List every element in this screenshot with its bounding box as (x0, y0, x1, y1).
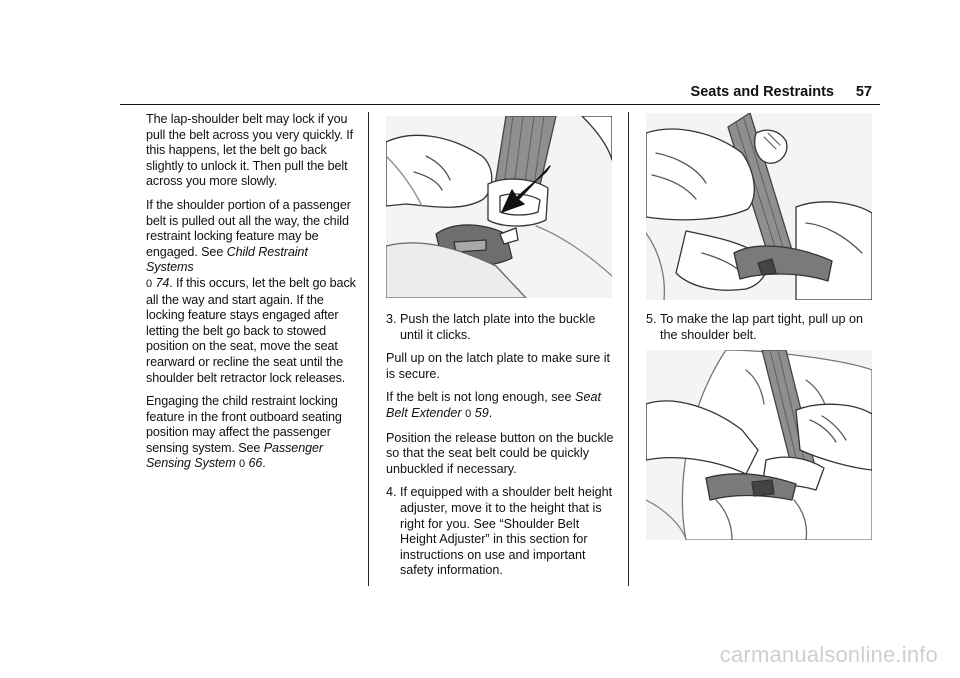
child-restraint-systems-link[interactable]: Child Restraint Systems (146, 244, 308, 275)
step-5 (646, 312, 878, 343)
page-ref-74[interactable]: 74 (155, 275, 170, 290)
step-3-note-release: Position the release button on the buckle so that the seat belt could be quickly unbuckled if necessary. (386, 430, 614, 476)
step-number: 5. (646, 312, 657, 326)
passenger-sensing-system-link[interactable]: Passenger Sensing System (146, 440, 324, 471)
step-5-text: To make the lap part tight, pull up on the shoulder belt. (660, 312, 864, 342)
seat-belt-extender-link[interactable]: Seat Belt Extender (386, 390, 601, 420)
page-ref-arrow-icon: 0 (146, 277, 153, 290)
page-header (120, 82, 880, 105)
step-number: 3. (386, 312, 397, 326)
steps-column-2 (386, 312, 618, 587)
paragraph-child-restraint: If the shoulder portion of a passenger belt is pulled out all the way, the child restraint locking feature may be engaged. See Child Restraint Systems 0 74. If this occurs, let the belt go back all the way and start again. If the locking feature stays engaged after letting the belt go back to stowed position on the seat, move the seat rearward or recline the seat until the shoulder belt retractor lock releases. (146, 197, 356, 385)
paragraph-belt-lock: The lap-shoulder belt may lock if you pull the belt across you very quickly. If this happens, let the belt go back slightly to unlock it. Then pull the belt across you more slowly. (146, 112, 354, 189)
column-divider (368, 112, 369, 586)
page-ref-arrow-icon: 0 (465, 407, 472, 420)
page-ref-66[interactable]: 66 (248, 456, 263, 471)
column-divider (628, 112, 629, 586)
step-3-note-secure: Pull up on the latch plate to make sure it is secure. (386, 351, 611, 381)
paragraph-passenger-sensing: Engaging the child restraint locking feature in the front outboard seating position may affect the passenger sensing system. See Passenger Sensing System 0 66. (146, 394, 342, 471)
step-4 (386, 485, 618, 579)
page-ref-arrow-icon: 0 (239, 458, 246, 471)
latch-plate-illustration (386, 116, 612, 298)
step-3-note-extender: If the belt is not long enough, see Seat Belt Extender 0 59. (386, 390, 601, 420)
step-number: 4. (386, 485, 397, 500)
step-4-text: If equipped with a shoulder belt height adjuster, move it to the height that is right for you. See “Shoulder Belt Height Adjuster” in this section for instructions on use and important safety information. (400, 485, 613, 578)
belt-across-lap-illustration (646, 113, 872, 300)
page-ref-59[interactable]: 59 (474, 405, 489, 420)
page-number: 57 (855, 84, 872, 100)
column-1-text (146, 112, 356, 481)
watermark: carmanualsonline.info (719, 642, 938, 667)
step-3 (386, 312, 618, 343)
steps-column-3 (646, 312, 878, 351)
step-3-text: Push the latch plate into the buckle until it clicks. (400, 312, 596, 342)
pull-shoulder-belt-illustration (646, 350, 872, 540)
section-title: Seats and Restraints (690, 84, 834, 100)
